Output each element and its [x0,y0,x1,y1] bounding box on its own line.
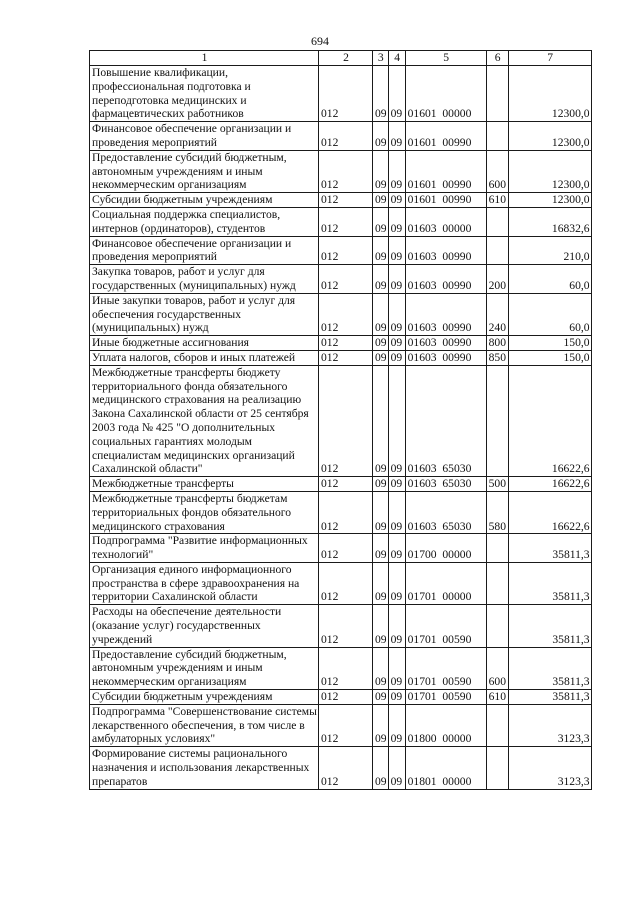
expense-type-cell: 610 [486,690,508,705]
ministry-code-cell: 012 [319,207,373,236]
target-article-cell [405,477,486,492]
subsection-code-cell: 09 [388,350,405,365]
ministry-code-cell: 012 [319,605,373,647]
direction-code: 65030 [442,477,472,491]
section-code-cell: 09 [373,193,389,208]
table-row [90,236,592,265]
subsection-code-cell: 09 [388,236,405,265]
table-row [90,122,592,151]
row-name-cell: Межбюджетные трансферты бюджетам территориальных фондов обязательного медицинского страхования [90,491,319,533]
header-cell: 7 [508,51,591,66]
direction-code: 00000 [442,774,472,788]
subsection-code-cell: 09 [388,207,405,236]
target-article-cell [405,265,486,294]
table-row [90,477,592,492]
section-code-cell: 09 [373,350,389,365]
target-article-cell [405,150,486,192]
row-name-cell: Иные закупки товаров, работ и услуг для обеспечения государственных (муниципальных) нужд [90,293,319,335]
table-row [90,747,592,789]
row-name-cell: Повышение квалификации, профессиональная подготовка и переподготовка медицинских и фармацевтических работников [90,66,319,122]
program-code: 01701 [407,690,437,704]
page-number: 694 [311,34,329,48]
program-code: 01601 [407,193,437,207]
ministry-code-cell: 012 [319,293,373,335]
target-article-cell [405,365,486,476]
ministry-code-cell: 012 [319,534,373,563]
row-name-cell: Уплата налогов, сборов и иных платежей [90,350,319,365]
subsection-code-cell: 09 [388,193,405,208]
expense-type-cell: 600 [486,150,508,192]
direction-code: 00990 [442,278,472,292]
subsection-code-cell: 09 [388,534,405,563]
amount-cell: 210,0 [508,236,591,265]
ministry-code-cell: 012 [319,747,373,789]
ministry-code-cell: 012 [319,491,373,533]
target-article-cell [405,747,486,789]
subsection-code-cell: 09 [388,605,405,647]
direction-code: 00990 [442,321,472,335]
subsection-code-cell: 09 [388,122,405,151]
row-name-cell: Межбюджетные трансферты [90,477,319,492]
subsection-code-cell: 09 [388,690,405,705]
expense-type-cell [486,236,508,265]
section-code-cell: 09 [373,236,389,265]
program-code: 01603 [407,477,437,491]
table-row [90,690,592,705]
direction-code: 00590 [442,675,472,689]
program-code: 01603 [407,350,437,364]
ministry-code-cell: 012 [319,350,373,365]
table-row [90,365,592,476]
program-code: 01603 [407,221,437,235]
row-name-cell: Субсидии бюджетным учреждениям [90,193,319,208]
amount-cell: 60,0 [508,293,591,335]
section-code-cell: 09 [373,66,389,122]
section-code-cell: 09 [373,150,389,192]
section-code-cell: 09 [373,690,389,705]
target-article-cell [405,293,486,335]
ministry-code-cell: 012 [319,704,373,746]
header-cell: 5 [405,51,486,66]
program-code: 01701 [407,632,437,646]
program-code: 01603 [407,336,437,350]
target-article-cell [405,534,486,563]
subsection-code-cell: 09 [388,365,405,476]
direction-code: 00000 [442,107,472,121]
program-code: 01801 [407,774,437,788]
section-code-cell: 09 [373,336,389,351]
target-article-cell [405,336,486,351]
subsection-code-cell: 09 [388,747,405,789]
amount-cell: 35811,3 [508,534,591,563]
table-row [90,647,592,689]
row-name-cell: Иные бюджетные ассигнования [90,336,319,351]
header-cell: 1 [90,51,319,66]
section-code-cell: 09 [373,747,389,789]
section-code-cell: 09 [373,491,389,533]
subsection-code-cell: 09 [388,336,405,351]
table-row [90,66,592,122]
table-row [90,336,592,351]
table-row [90,293,592,335]
target-article-cell [405,605,486,647]
program-code: 01601 [407,135,437,149]
expense-type-cell [486,747,508,789]
subsection-code-cell: 09 [388,293,405,335]
table-row [90,491,592,533]
expense-type-cell: 580 [486,491,508,533]
expense-type-cell: 500 [486,477,508,492]
expense-type-cell [486,365,508,476]
ministry-code-cell: 012 [319,265,373,294]
target-article-cell [405,236,486,265]
header-row [90,51,592,66]
section-code-cell: 09 [373,293,389,335]
program-code: 01603 [407,462,437,476]
table-row [90,704,592,746]
amount-cell: 3123,3 [508,747,591,789]
table-row [90,534,592,563]
table-row [90,350,592,365]
direction-code: 00990 [442,350,472,364]
program-code: 01700 [407,548,437,562]
ministry-code-cell: 012 [319,562,373,604]
row-name-cell: Закупка товаров, работ и услуг для государственных (муниципальных) нужд [90,265,319,294]
amount-cell: 16622,6 [508,365,591,476]
expense-type-cell [486,534,508,563]
row-name-cell: Социальная поддержка специалистов, интернов (ординаторов), студентов [90,207,319,236]
section-code-cell: 09 [373,605,389,647]
direction-code: 65030 [442,519,472,533]
section-code-cell: 09 [373,122,389,151]
ministry-code-cell: 012 [319,647,373,689]
amount-cell: 35811,3 [508,690,591,705]
table-row [90,150,592,192]
subsection-code-cell: 09 [388,704,405,746]
section-code-cell: 09 [373,647,389,689]
row-name-cell: Межбюджетные трансферты бюджету территориального фонда обязательного медицинского страхования на реализацию Закона Сахалинской области от 25 сентября 2003 года № 425 "О дополнительных социальных гарантиях молодым специалистам медицинских организаций Сахалинской области" [90,365,319,476]
target-article-cell [405,562,486,604]
header-cell: 2 [319,51,373,66]
direction-code: 00000 [442,548,472,562]
row-name-cell: Субсидии бюджетным учреждениям [90,690,319,705]
direction-code: 00990 [442,178,472,192]
row-name-cell: Предоставление субсидий бюджетным, автономным учреждениям и иным некоммерческим организациям [90,150,319,192]
target-article-cell [405,690,486,705]
amount-cell: 16622,6 [508,477,591,492]
target-article-cell [405,122,486,151]
section-code-cell: 09 [373,207,389,236]
row-name-cell: Расходы на обеспечение деятельности (оказание услуг) государственных учреждений [90,605,319,647]
direction-code: 00990 [442,250,472,264]
expense-type-cell [486,122,508,151]
table-row [90,207,592,236]
table-row [90,562,592,604]
subsection-code-cell: 09 [388,647,405,689]
row-name-cell: Подпрограмма "Совершенствование системы лекарственного обеспечения, в том числе в амбулаторных условиях" [90,704,319,746]
section-code-cell: 09 [373,477,389,492]
row-name-cell: Формирование системы рационального назначения и использования лекарственных препаратов [90,747,319,789]
amount-cell: 12300,0 [508,66,591,122]
section-code-cell: 09 [373,704,389,746]
row-name-cell: Подпрограмма "Развитие информационных технологий" [90,534,319,563]
row-name-cell: Финансовое обеспечение организации и проведения мероприятий [90,122,319,151]
subsection-code-cell: 09 [388,66,405,122]
direction-code: 00000 [442,221,472,235]
amount-cell: 12300,0 [508,150,591,192]
subsection-code-cell: 09 [388,562,405,604]
ministry-code-cell: 012 [319,236,373,265]
row-name-cell: Финансовое обеспечение организации и проведения мероприятий [90,236,319,265]
program-code: 01701 [407,590,437,604]
header-cell: 3 [373,51,389,66]
target-article-cell [405,193,486,208]
program-code: 01603 [407,321,437,335]
ministry-code-cell: 012 [319,336,373,351]
ministry-code-cell: 012 [319,66,373,122]
budget-table [89,50,592,790]
amount-cell: 16832,6 [508,207,591,236]
expense-type-cell: 200 [486,265,508,294]
header-cell: 4 [388,51,405,66]
amount-cell: 3123,3 [508,704,591,746]
program-code: 01601 [407,178,437,192]
subsection-code-cell: 09 [388,150,405,192]
section-code-cell: 09 [373,562,389,604]
expense-type-cell [486,605,508,647]
expense-type-cell: 600 [486,647,508,689]
target-article-cell [405,491,486,533]
program-code: 01603 [407,519,437,533]
header-cell: 6 [486,51,508,66]
expense-type-cell [486,704,508,746]
expense-type-cell [486,66,508,122]
direction-code: 00000 [442,590,472,604]
direction-code: 00590 [442,632,472,646]
program-code: 01800 [407,732,437,746]
ministry-code-cell: 012 [319,122,373,151]
amount-cell: 12300,0 [508,193,591,208]
expense-type-cell [486,207,508,236]
subsection-code-cell: 09 [388,491,405,533]
table-row [90,193,592,208]
direction-code: 00990 [442,336,472,350]
expense-type-cell: 800 [486,336,508,351]
ministry-code-cell: 012 [319,690,373,705]
target-article-cell [405,647,486,689]
row-name-cell: Организация единого информационного пространства в сфере здравоохранения на территории Сахалинской области [90,562,319,604]
ministry-code-cell: 012 [319,365,373,476]
expense-type-cell: 240 [486,293,508,335]
expense-type-cell [486,562,508,604]
ministry-code-cell: 012 [319,193,373,208]
amount-cell: 60,0 [508,265,591,294]
expense-type-cell: 610 [486,193,508,208]
target-article-cell [405,66,486,122]
subsection-code-cell: 09 [388,477,405,492]
section-code-cell: 09 [373,365,389,476]
subsection-code-cell: 09 [388,265,405,294]
direction-code: 00590 [442,690,472,704]
amount-cell: 35811,3 [508,605,591,647]
amount-cell: 150,0 [508,336,591,351]
amount-cell: 16622,6 [508,491,591,533]
direction-code: 00990 [442,135,472,149]
amount-cell: 35811,3 [508,562,591,604]
ministry-code-cell: 012 [319,477,373,492]
amount-cell: 150,0 [508,350,591,365]
direction-code: 00990 [442,193,472,207]
program-code: 01701 [407,675,437,689]
program-code: 01601 [407,107,437,121]
program-code: 01603 [407,278,437,292]
row-name-cell: Предоставление субсидий бюджетным, автономным учреждениям и иным некоммерческим организациям [90,647,319,689]
direction-code: 00000 [442,732,472,746]
target-article-cell [405,207,486,236]
amount-cell: 12300,0 [508,122,591,151]
section-code-cell: 09 [373,265,389,294]
target-article-cell [405,704,486,746]
expense-type-cell: 850 [486,350,508,365]
target-article-cell [405,350,486,365]
table-row [90,265,592,294]
section-code-cell: 09 [373,534,389,563]
ministry-code-cell: 012 [319,150,373,192]
direction-code: 65030 [442,462,472,476]
amount-cell: 35811,3 [508,647,591,689]
program-code: 01603 [407,250,437,264]
table-row [90,605,592,647]
